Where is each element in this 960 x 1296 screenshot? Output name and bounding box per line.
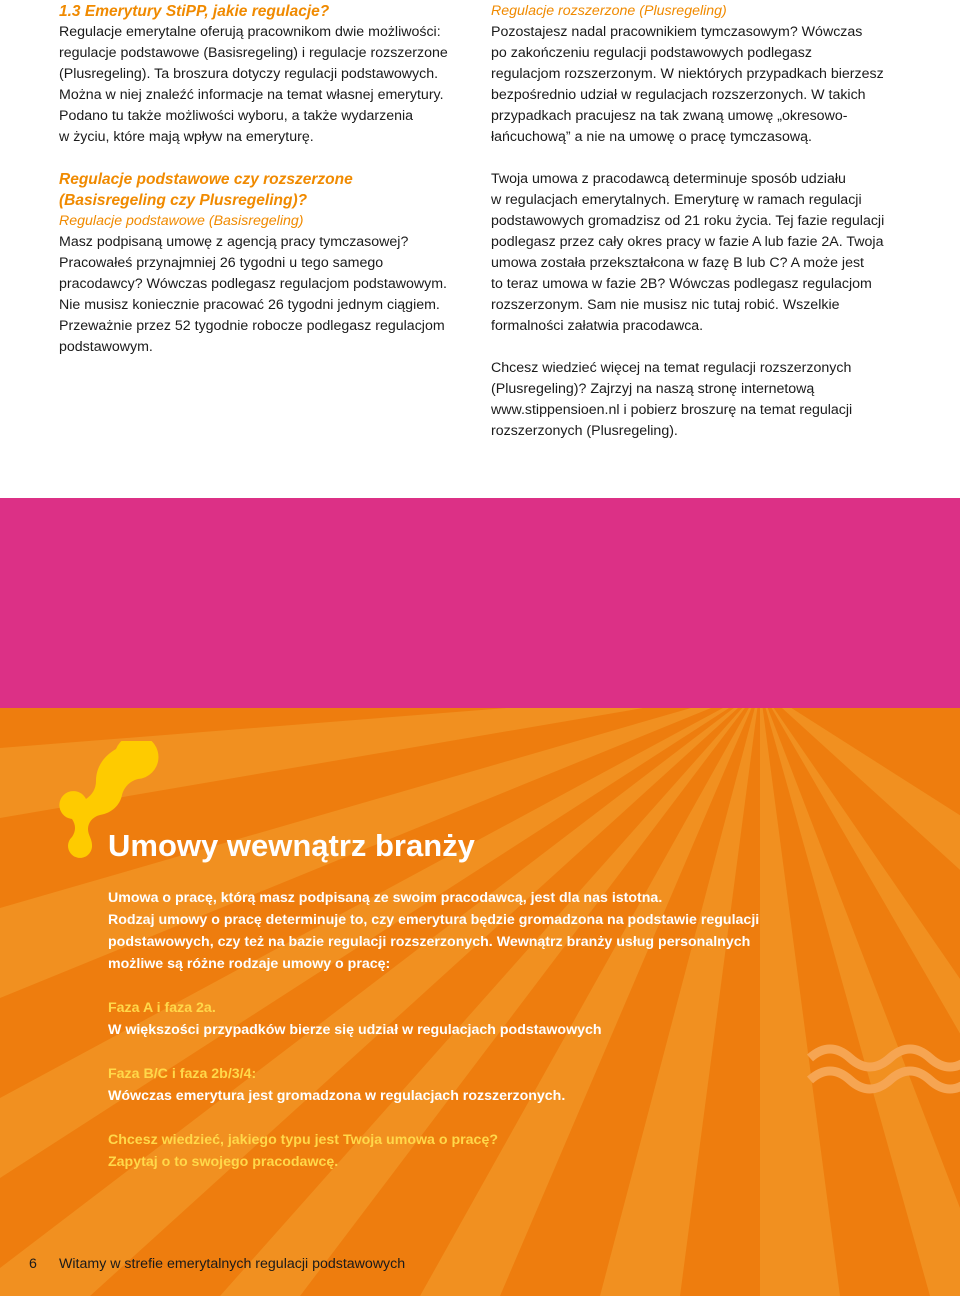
body-line: bezpośrednio udział w regulacjach rozszerzonych. W takich — [491, 87, 866, 103]
body-line: pracodawcy? Wówczas podlegasz regulacjom podstawowym. — [59, 276, 447, 292]
panel-intro-line: Umowa o pracę, którą masz podpisaną ze swoim pracodawcą, jest dla nas istotna. — [108, 890, 663, 906]
subsection-title: Regulacje podstawowe czy rozszerzone — [59, 171, 353, 188]
body-line: łańcuchową” a nie na umowę o pracę tymczasową. — [491, 129, 812, 145]
phase-bc-text: Wówczas emerytura jest gromadzona w regulacjach rozszerzonych. — [108, 1088, 566, 1104]
page-number: 6 — [29, 1256, 37, 1272]
left-column — [59, 1, 459, 358]
body-line: www.stippensioen.nl i pobierz broszurę na temat regulacji — [491, 402, 853, 418]
body-line: Nie musisz koniecznie pracować 26 tygodni jednym ciągiem. — [59, 297, 440, 313]
phase-a-title: Faza A i faza 2a. — [108, 1000, 216, 1016]
question-line: Zapytaj o to swojego pracodawcę. — [108, 1154, 339, 1170]
body-line: przypadkach pracujesz na tak zwaną umowę „okresowo- — [491, 108, 848, 124]
intro-line: Podano tu także możliwości wyboru, a także wydarzenia — [59, 108, 414, 124]
spacer — [108, 1107, 828, 1129]
sub-heading: Regulacje podstawowe (Basisregeling) — [59, 213, 304, 229]
body-line: Przeważnie przez 52 tygodnie robocze podlegasz regulacjom — [59, 318, 445, 334]
phase-a-text: W większości przypadków bierze się udział w regulacjach podstawowych — [108, 1022, 602, 1038]
panel-intro-line: podstawowych, czy też na bazie regulacji rozszerzonych. Wewnątrz branży usług personalnych — [108, 934, 751, 950]
body-line: rozszerzonych (Plusregeling). — [491, 423, 678, 439]
intro-line: (Plusregeling). Ta broszura dotyczy regulacji podstawowych. — [59, 66, 439, 82]
body-line: Chcesz wiedzieć więcej na temat regulacji rozszerzonych — [491, 360, 852, 376]
pink-band — [0, 498, 960, 708]
right-column — [491, 1, 911, 442]
phase-bc-title: Faza B/C i faza 2b/3/4: — [108, 1066, 257, 1082]
body-line: (Plusregeling)? Zajrzyj na naszą stronę internetową — [491, 381, 815, 397]
footer-title: Witamy w strefie emerytalnych regulacji podstawowych — [59, 1256, 406, 1272]
body-line: w regulacjach emerytalnych. Emeryturę w ramach regulacji — [491, 192, 862, 208]
spacer — [59, 148, 459, 169]
intro-line: Można w niej znaleźć informacje na temat własnej emerytury. — [59, 87, 444, 103]
body-line: podstawowych gromadzisz od 21 roku życia. Tej fazie regulacji — [491, 213, 885, 229]
body-line: Pozostajesz nadal pracownikiem tymczasowym? Wówczas — [491, 24, 863, 40]
panel-title: Umowy wewnątrz branży — [108, 828, 475, 863]
body-line: Twoja umowa z pracodawcą determinuje sposób udziału — [491, 171, 846, 187]
intro-line: regulacje podstawowe (Basisregeling) i regulacje rozszerzone — [59, 45, 448, 61]
question-line: Chcesz wiedzieć, jakiego typu jest Twoja umowa o pracę? — [108, 1132, 498, 1148]
spacer — [108, 1041, 828, 1063]
spacer — [108, 975, 828, 997]
panel-text — [108, 887, 828, 1173]
intro-line: w życiu, które mają wpływ na emeryturę. — [59, 129, 314, 145]
body-line: po zakończeniu regulacji podstawowych podlegasz — [491, 45, 812, 61]
body-line: Masz podpisaną umowę z agencją pracy tymczasowej? — [59, 234, 409, 250]
body-line: to teraz umowa w fazie 2B? Wówczas podlegasz regulacjom — [491, 276, 872, 292]
panel-intro-line: Rodzaj umowy o pracę determinuje to, czy emerytura będzie gromadzona na podstawie regulacji — [108, 912, 760, 928]
intro-line: Regulacje emerytalne oferują pracownikom dwie możliwości: — [59, 24, 441, 40]
spacer — [491, 337, 911, 358]
body-line: Pracowałeś przynajmniej 26 tygodni u tego samego — [59, 255, 384, 271]
subsection-title: (Basisregeling czy Plusregeling)? — [59, 192, 308, 209]
body-line: podlegasz przez cały okres pracy w fazie A lub fazie 2A. Twoja — [491, 234, 884, 250]
panel-intro-line: możliwe są różne rodzaje umowy o pracę: — [108, 956, 391, 972]
sub-heading: Regulacje rozszerzone (Plusregeling) — [491, 3, 727, 19]
body-line: regulacjom rozszerzonym. W niektórych przypadkach bierzesz — [491, 66, 884, 82]
spacer — [491, 148, 911, 169]
body-line: podstawowym. — [59, 339, 153, 355]
body-line: formalności załatwia pracodawca. — [491, 318, 704, 334]
body-line: umowa została przekształcona w fazę B lub C? A może jest — [491, 255, 864, 271]
body-line: rozszerzonym. Sam nie musisz nic tutaj robić. Wszelkie — [491, 297, 840, 313]
section-heading: 1.3 Emerytury StiPP, jakie regulacje? — [59, 3, 330, 20]
